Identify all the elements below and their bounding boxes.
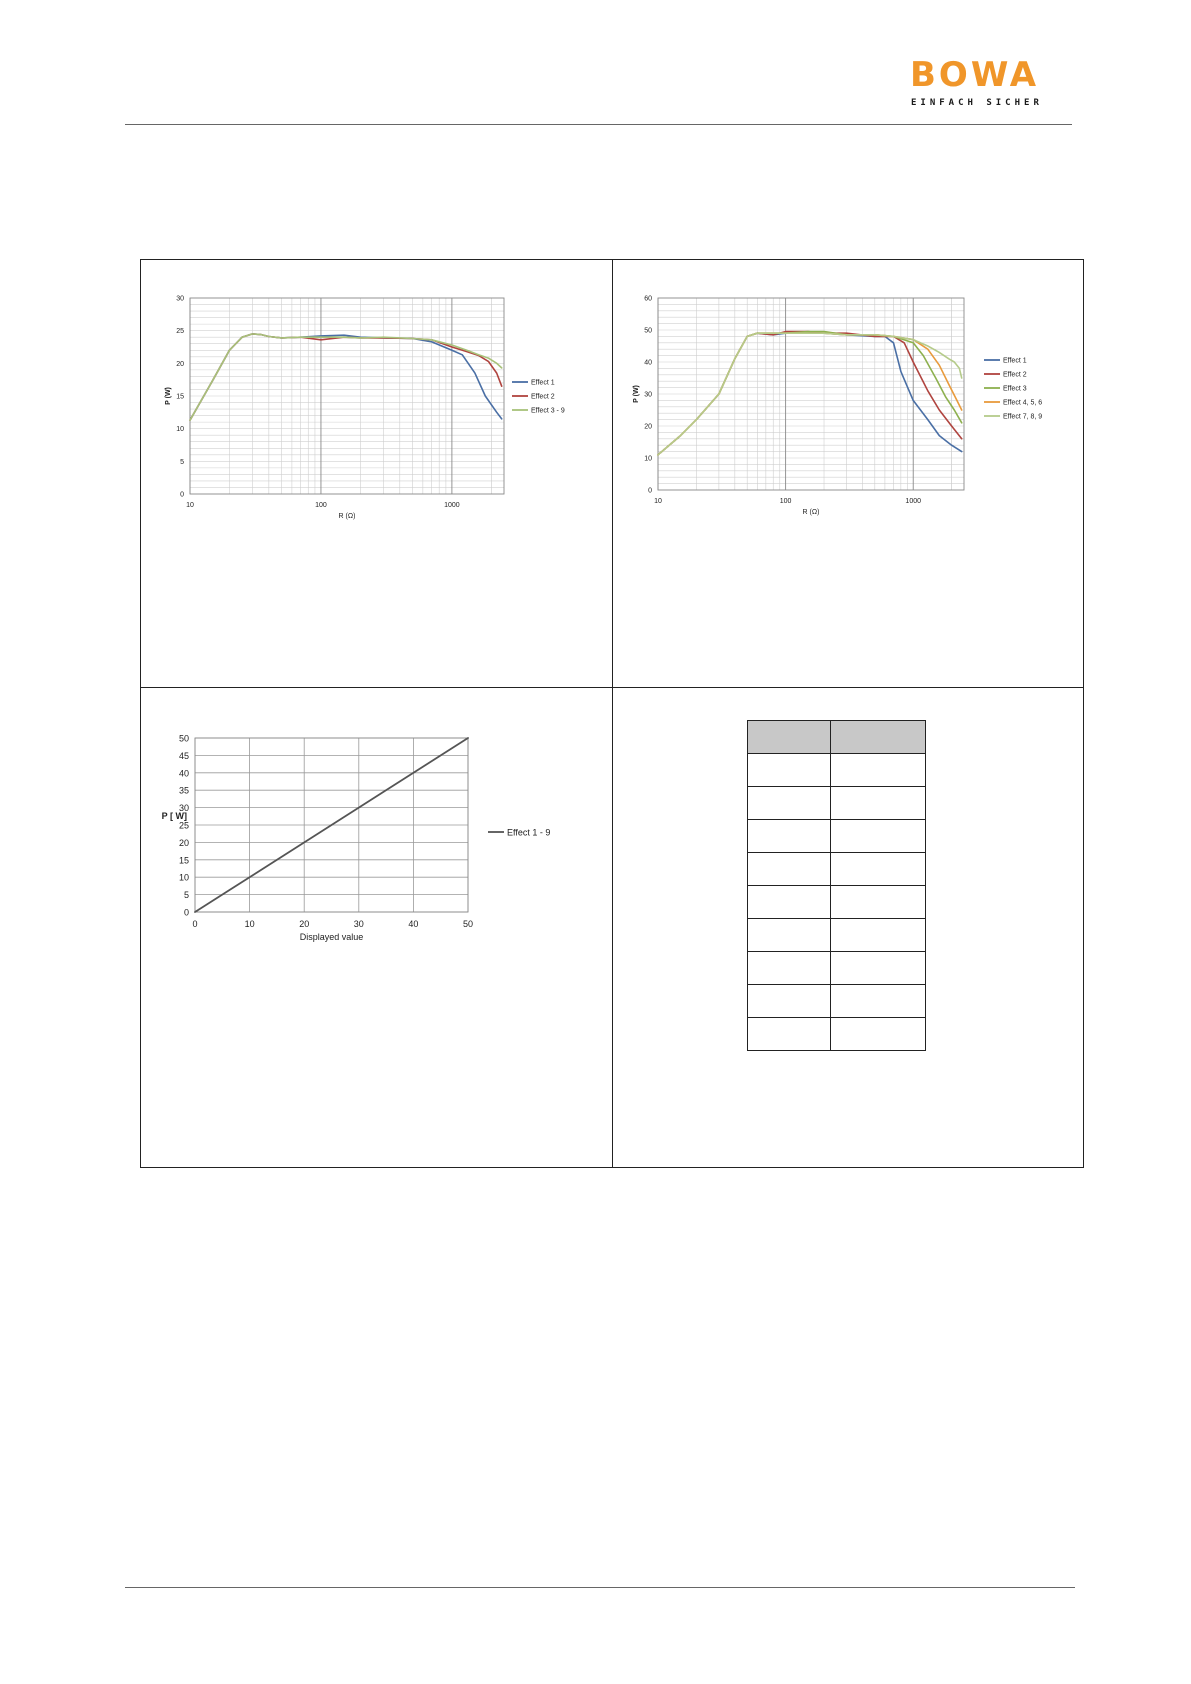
y-tick-label: 20	[644, 423, 652, 431]
legend-label: Effect 1 - 9	[507, 827, 551, 838]
y-tick-label: 10	[176, 426, 184, 434]
table-cell	[748, 886, 831, 919]
table-cell	[831, 919, 926, 952]
y-axis-label: P (W)	[633, 385, 640, 403]
table-row	[748, 754, 926, 787]
x-tick-label: 1000	[444, 502, 460, 509]
x-axis-label: R (Ω)	[802, 509, 820, 516]
table-row	[748, 853, 926, 886]
table-cell	[831, 952, 926, 985]
y-tick-label: 25	[176, 328, 184, 336]
table-row	[748, 886, 926, 919]
table-row	[748, 985, 926, 1018]
table-row	[748, 919, 926, 952]
table-cell	[748, 985, 831, 1018]
x-axis-label: R (Ω)	[338, 513, 356, 520]
y-tick-label: 45	[178, 750, 189, 761]
table-cell	[831, 787, 926, 820]
x-tick-label: 40	[408, 919, 419, 929]
series-line	[190, 334, 502, 420]
series-line	[658, 332, 962, 455]
footer-divider	[125, 1587, 1075, 1588]
effect-table	[747, 720, 926, 1051]
x-tick-label: 10	[244, 919, 255, 929]
y-tick-label: 10	[644, 455, 652, 463]
chart-power-vs-resistance-30w	[150, 290, 610, 550]
table-row	[748, 952, 926, 985]
chart-power-vs-resistance-60w	[620, 290, 1080, 550]
table-cell	[748, 919, 831, 952]
table-cell	[831, 1018, 926, 1051]
y-tick-label: 40	[644, 359, 652, 367]
table-row	[748, 1018, 926, 1051]
legend-label: Effect 3	[1003, 385, 1027, 393]
y-tick-label: 5	[180, 458, 184, 466]
y-tick-label: 60	[644, 295, 652, 303]
header-divider	[125, 124, 1072, 125]
x-tick-label: 30	[353, 919, 364, 929]
y-tick-label: 20	[178, 837, 189, 848]
table-row	[748, 787, 926, 820]
logo-tagline: EINFACH SICHER	[911, 98, 1043, 108]
y-tick-label: 40	[178, 768, 189, 779]
legend-label: Effect 1	[1003, 357, 1027, 365]
x-tick-label: 10	[186, 502, 194, 509]
y-tick-label: 30	[644, 391, 652, 399]
legend-label: Effect 3 - 9	[531, 407, 565, 415]
chart-power-vs-displayed-value	[150, 720, 610, 960]
table-cell	[748, 787, 831, 820]
table-cell	[831, 820, 926, 853]
chart-grid	[190, 298, 504, 494]
x-tick-label: 100	[315, 502, 327, 509]
x-tick-label: 10	[654, 498, 662, 505]
table-cell	[748, 952, 831, 985]
y-tick-label: 15	[178, 855, 189, 866]
table-row	[748, 820, 926, 853]
x-tick-label: 50	[462, 919, 474, 929]
table-cell	[748, 754, 831, 787]
legend-label: Effect 4, 5, 6	[1003, 399, 1043, 407]
table-cell	[748, 1018, 831, 1051]
y-tick-label: 25	[178, 820, 189, 831]
legend-label: Effect 2	[1003, 371, 1027, 379]
y-tick-label: 5	[183, 890, 189, 901]
y-tick-label: 30	[178, 803, 189, 814]
legend-label: Effect 1	[531, 379, 555, 387]
x-tick-label: 1000	[905, 498, 922, 505]
x-tick-label: 0	[192, 919, 198, 929]
y-tick-label: 15	[176, 393, 184, 401]
table-cell	[831, 886, 926, 919]
table-cell	[831, 853, 926, 886]
y-tick-label: 0	[648, 487, 652, 495]
table-header-row	[748, 721, 926, 754]
y-tick-label: 0	[183, 907, 189, 918]
y-tick-label: 35	[178, 785, 189, 796]
logo-wordmark: BOWA	[910, 55, 1040, 95]
legend-label: Effect 2	[531, 393, 555, 401]
bowa-logo	[910, 55, 1075, 113]
chart-grid	[658, 298, 964, 490]
y-tick-label: 0	[180, 491, 184, 499]
table-cell	[748, 820, 831, 853]
table-header-cell	[831, 721, 926, 754]
legend-label: Effect 7, 8, 9	[1003, 413, 1043, 421]
y-tick-label: 20	[176, 360, 184, 368]
y-tick-label: 30	[176, 295, 184, 303]
table-cell	[831, 754, 926, 787]
table-cell	[748, 853, 831, 886]
y-axis-label: P (W)	[165, 387, 172, 405]
x-axis-label: Displayed value	[299, 932, 364, 942]
table-header-cell	[748, 721, 831, 754]
y-axis-label: P [ W]	[161, 811, 187, 821]
x-tick-label: 100	[779, 498, 792, 505]
y-tick-label: 50	[644, 327, 652, 335]
table-cell	[831, 985, 926, 1018]
panel-horizontal-divider	[141, 687, 1083, 688]
x-tick-label: 20	[299, 919, 310, 929]
y-tick-label: 50	[178, 733, 189, 744]
series-line	[658, 332, 962, 455]
panel-vertical-divider	[612, 260, 613, 1167]
y-tick-label: 10	[178, 872, 189, 883]
